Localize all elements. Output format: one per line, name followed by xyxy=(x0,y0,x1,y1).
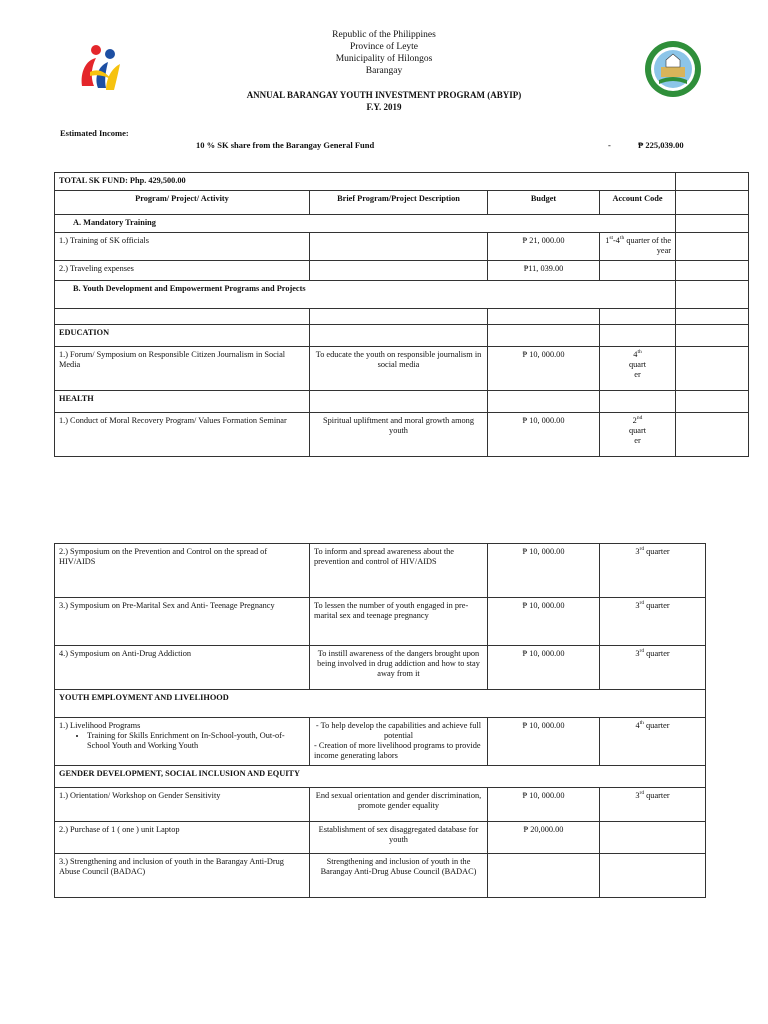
budget-cell: ₱ 10, 000.00 xyxy=(488,646,600,690)
table-row xyxy=(55,261,749,281)
description-cell: Spiritual upliftment and moral growth among youth xyxy=(310,413,488,457)
table-row xyxy=(55,822,706,854)
spacer-row xyxy=(55,309,749,325)
column-header-row xyxy=(55,191,749,215)
description-cell: To educate the youth on responsible journalism in social media xyxy=(310,347,488,391)
description-cell: To inform and spread awareness about the prevention and control of HIV/AIDS xyxy=(310,544,488,598)
income-amount: ₱ 225,039.00 xyxy=(638,140,684,150)
income-dash: - xyxy=(608,140,611,150)
category-gender-development: GENDER DEVELOPMENT, SOCIAL INCLUSION AND EQUITY xyxy=(55,766,706,788)
section-mandatory-training: A. Mandatory Training xyxy=(55,215,676,233)
table-row xyxy=(55,788,706,822)
program-cell: 3.) Symposium on Pre-Marital Sex and Anti- Teenage Pregnancy xyxy=(55,598,310,646)
total-fund: TOTAL SK FUND: Php. 429,500.00 xyxy=(55,173,676,191)
program-cell: 3.) Strengthening and inclusion of youth in the Barangay Anti-Drug Abuse Council (BADAC) xyxy=(55,854,310,898)
col-header-account-code: Account Code xyxy=(600,191,676,215)
description-line: - Creation of more livelihood programs to provide income generating labors xyxy=(314,741,481,760)
section-youth-dev-row xyxy=(55,281,749,309)
table-row xyxy=(55,347,749,391)
category-row xyxy=(55,690,706,718)
table-row xyxy=(55,413,749,457)
program-cell: 1.) Orientation/ Workshop on Gender Sensitivity xyxy=(55,788,310,822)
description-line: - To help develop the capabilities and achieve full potential xyxy=(315,721,482,740)
table-row xyxy=(55,233,749,261)
section-mandatory-row xyxy=(55,215,749,233)
table-row xyxy=(55,646,706,690)
budget-cell: ₱ 10, 000.00 xyxy=(488,544,600,598)
budget-cell: ₱ 21, 000.00 xyxy=(488,233,600,261)
col-header-program: Program/ Project/ Activity xyxy=(55,191,310,215)
program-cell: 1.) Training of SK officials xyxy=(55,233,310,261)
description-cell: To lessen the number of youth engaged in pre-marital sex and teenage pregnancy xyxy=(310,598,488,646)
program-cell: 2.) Purchase of 1 ( one ) unit Laptop xyxy=(55,822,310,854)
description-cell xyxy=(310,718,488,766)
total-fund-row xyxy=(55,173,749,191)
category-row xyxy=(55,766,706,788)
account-code-cell: 3rd quarter xyxy=(600,598,706,646)
abyip-table-page2 xyxy=(54,543,706,898)
header-republic: Republic of the Philippines xyxy=(332,30,436,40)
abyip-table-page1 xyxy=(54,172,749,457)
budget-cell: ₱ 10, 000.00 xyxy=(488,347,600,391)
description-cell: To instill awareness of the dangers brought upon being involved in drug addiction and how to stay away from it xyxy=(310,646,488,690)
description-cell: Strengthening and inclusion of youth in the Barangay Anti-Drug Abuse Council (BADAC) xyxy=(310,854,488,898)
estimated-income-label: Estimated Income: xyxy=(60,128,129,138)
category-row xyxy=(55,325,749,347)
table-row xyxy=(55,598,706,646)
account-code-cell: 4th quarter xyxy=(600,718,706,766)
account-code-cell: 3rd quarter xyxy=(600,788,706,822)
account-code-cell: 1st-4th quarter of the year xyxy=(600,233,676,261)
category-education: EDUCATION xyxy=(55,325,310,347)
description-cell: Establishment of sex disaggregated database for youth xyxy=(310,822,488,854)
program-cell: 2.) Traveling expenses xyxy=(55,261,310,281)
program-cell: 1.) Forum/ Symposium on Responsible Citizen Journalism in Social Media xyxy=(55,347,310,391)
account-code-cell: 2nd quart er xyxy=(600,413,676,457)
description-cell: End sexual orientation and gender discrimination, promote gender equality xyxy=(310,788,488,822)
col-header-budget: Budget xyxy=(488,191,600,215)
header-barangay: Barangay xyxy=(365,66,403,76)
program-cell: 1.) Conduct of Moral Recovery Program/ Values Formation Seminar xyxy=(55,413,310,457)
category-row xyxy=(55,391,749,413)
budget-cell: ₱ 20,000.00 xyxy=(488,822,600,854)
table-row xyxy=(55,854,706,898)
account-code-cell: 4th quart er xyxy=(600,347,676,391)
table-row xyxy=(55,544,706,598)
program-cell: 4.) Symposium on Anti-Drug Addiction xyxy=(55,646,310,690)
budget-cell: ₱ 10, 000.00 xyxy=(488,788,600,822)
program-livelihood: 1.) Livelihood Programs xyxy=(59,721,141,730)
section-youth-development: B. Youth Development and Empowerment Programs and Projects xyxy=(55,281,676,309)
header-province: Province of Leyte xyxy=(349,42,419,52)
category-health: HEALTH xyxy=(55,391,310,413)
header-municipality: Municipality of Hilongos xyxy=(335,54,433,64)
document-title: ANNUAL BARANGAY YOUTH INVESTMENT PROGRAM (ABYIP) xyxy=(246,90,522,100)
fiscal-year: F.Y. 2019 xyxy=(366,102,402,112)
account-code-cell: 3rd quarter xyxy=(600,544,706,598)
bullet-item: • Training for Skills Enrichment on In-School-youth, Out-of-School Youth and Working Youth xyxy=(87,731,305,751)
account-code-cell: 3rd quarter xyxy=(600,646,706,690)
income-source: 10 % SK share from the Barangay General Fund xyxy=(196,140,375,150)
budget-cell: ₱11, 039.00 xyxy=(488,261,600,281)
category-youth-employment: YOUTH EMPLOYMENT AND LIVELIHOOD xyxy=(55,690,706,718)
col-header-description: Brief Program/Project Description xyxy=(310,191,488,215)
budget-cell: ₱ 10, 000.00 xyxy=(488,718,600,766)
program-cell xyxy=(55,718,310,766)
table-row xyxy=(55,718,706,766)
program-cell: 2.) Symposium on the Prevention and Control on the spread of HIV/AIDS xyxy=(55,544,310,598)
budget-cell: ₱ 10, 000.00 xyxy=(488,598,600,646)
budget-cell: ₱ 10, 000.00 xyxy=(488,413,600,457)
